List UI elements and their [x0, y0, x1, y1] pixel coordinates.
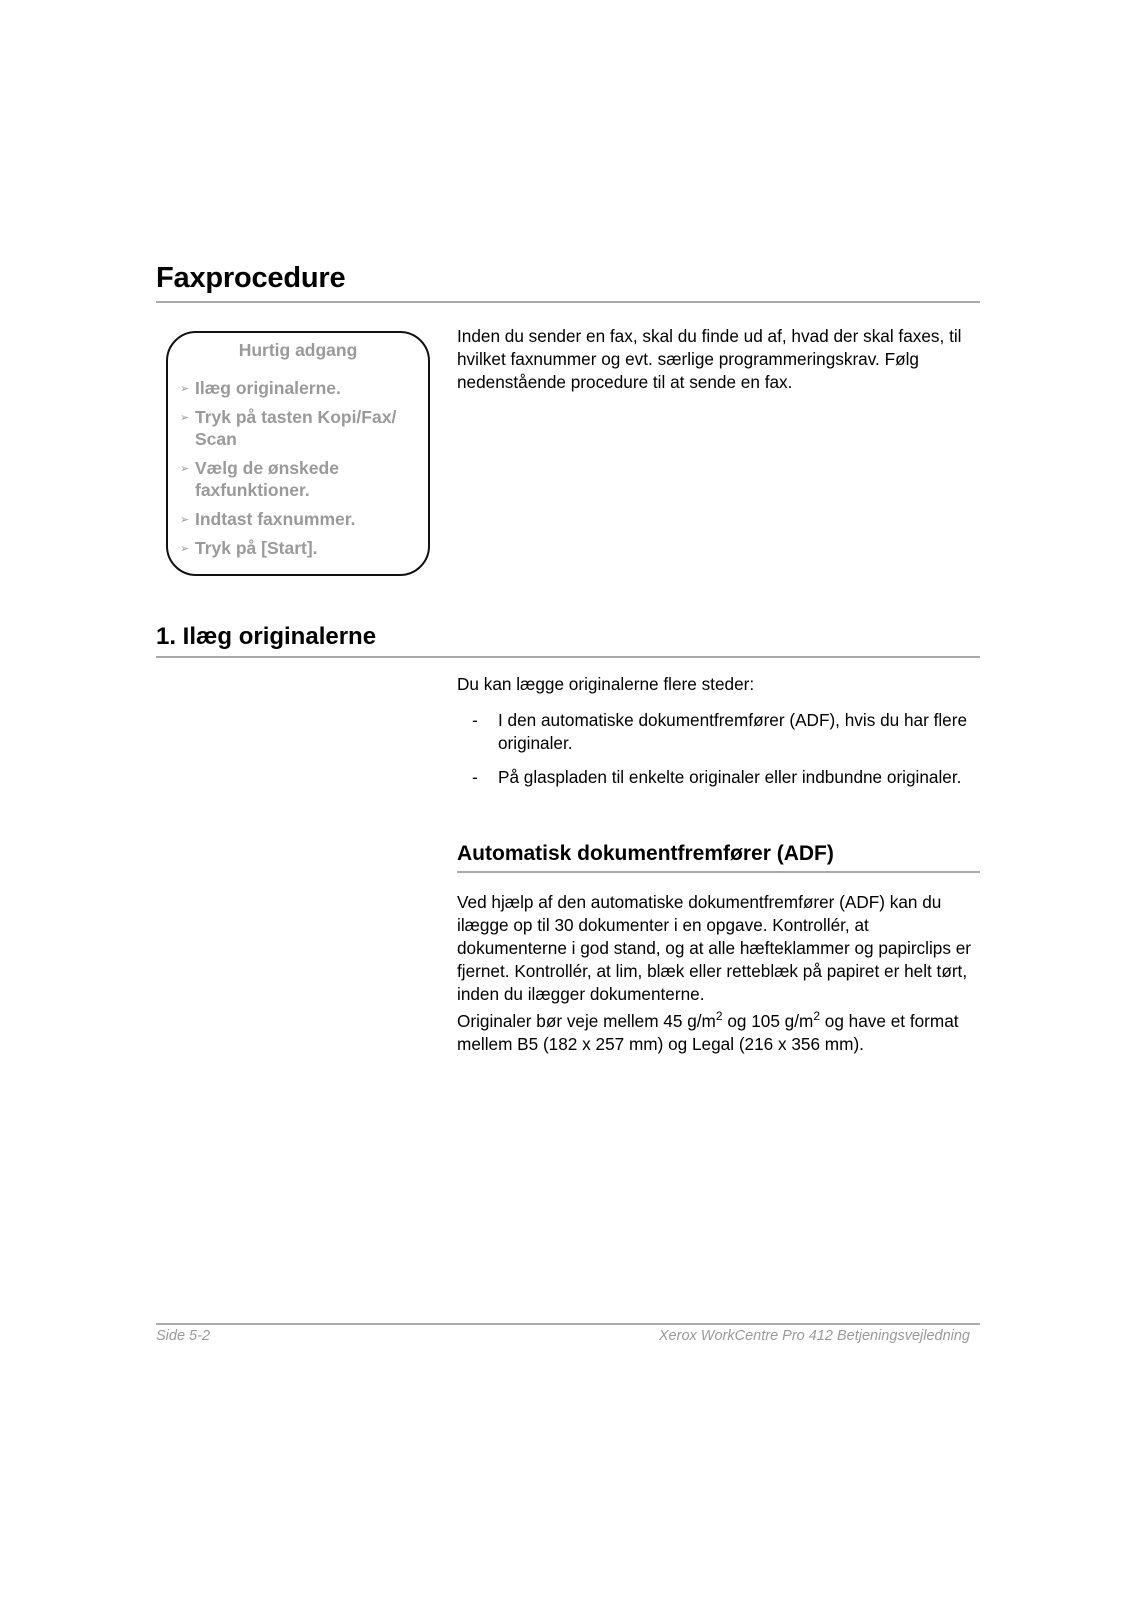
quick-access-item-label: Tryk på [Start]. — [195, 538, 318, 558]
footer-divider — [156, 1323, 980, 1325]
subsection-heading: Automatisk dokumentfremfører (ADF) — [457, 842, 834, 865]
arrow-right-icon: ➢ — [180, 412, 190, 424]
text-run: Originaler bør veje mellem 45 g/m — [457, 1011, 716, 1031]
quick-access-item — [180, 537, 420, 559]
quick-access-title: Hurtig adgang — [238, 340, 358, 360]
section-lead: Du kan lægge originalerne flere steder: — [457, 674, 755, 694]
quick-access-box — [166, 331, 430, 576]
quick-access-item-label: Ilæg originalerne. — [195, 378, 341, 398]
adf-paragraph-2 — [457, 1010, 977, 1056]
quick-access-item-label: Indtast faxnummer. — [195, 509, 356, 529]
adf-paragraph-1: Ved hjælp af den automatiske dokumentfremfører (ADF) kan du ilægge op til 30 dokumenter i en opgave. Kontrollér, at dokumenterne i god stand, og at alle hæfteklammer og papirclips er fjernet. Kontrollér, at lim, blæk eller retteblæk på papiret er helt tørt, inden du ilægger dokumenterne. — [457, 892, 971, 1004]
text-run: og have et format mellem B5 (182 x 257 mm) og Legal (216 x 356 mm). — [457, 1011, 959, 1054]
footer-document-title: Xerox WorkCentre Pro 412 Betjeningsvejledning — [658, 1328, 970, 1344]
bullet-marker: - — [472, 710, 478, 730]
quick-access-list — [180, 377, 420, 566]
superscript: 2 — [813, 1009, 821, 1023]
section-divider — [156, 656, 980, 658]
footer-page-number: Side 5-2 — [156, 1328, 211, 1344]
quick-access-item-label: Tryk på tasten Kopi/Fax/ Scan — [195, 407, 397, 449]
page-title: Faxprocedure — [156, 262, 346, 294]
list-item — [472, 709, 982, 755]
arrow-right-icon: ➢ — [180, 463, 190, 475]
list-item-text: På glaspladen til enkelte originaler eller indbundne originaler. — [498, 767, 962, 787]
subsection-divider — [457, 871, 980, 873]
arrow-right-icon: ➢ — [180, 543, 190, 555]
arrow-right-icon: ➢ — [180, 514, 190, 526]
quick-access-item — [180, 457, 420, 501]
quick-access-item — [180, 377, 420, 399]
title-divider — [156, 301, 980, 303]
text-run: og 105 g/m — [722, 1011, 814, 1031]
arrow-right-icon: ➢ — [180, 383, 190, 395]
quick-access-item-label: Vælg de ønskede faxfunktioner. — [195, 458, 339, 500]
quick-access-item — [180, 508, 420, 530]
intro-paragraph: Inden du sender en fax, skal du finde ud af, hvad der skal faxes, til hvilket faxnummer og evt. særlige programmeringskrav. Følg nedenstående procedure til at sende en fax. — [457, 326, 962, 392]
bullet-marker: - — [472, 767, 478, 787]
list-item — [472, 766, 982, 789]
quick-access-item — [180, 406, 420, 450]
list-item-text: I den automatiske dokumentfremfører (ADF), hvis du har flere originaler. — [498, 710, 968, 753]
section-heading: 1. Ilæg originalerne — [156, 623, 377, 650]
superscript: 2 — [715, 1009, 723, 1023]
